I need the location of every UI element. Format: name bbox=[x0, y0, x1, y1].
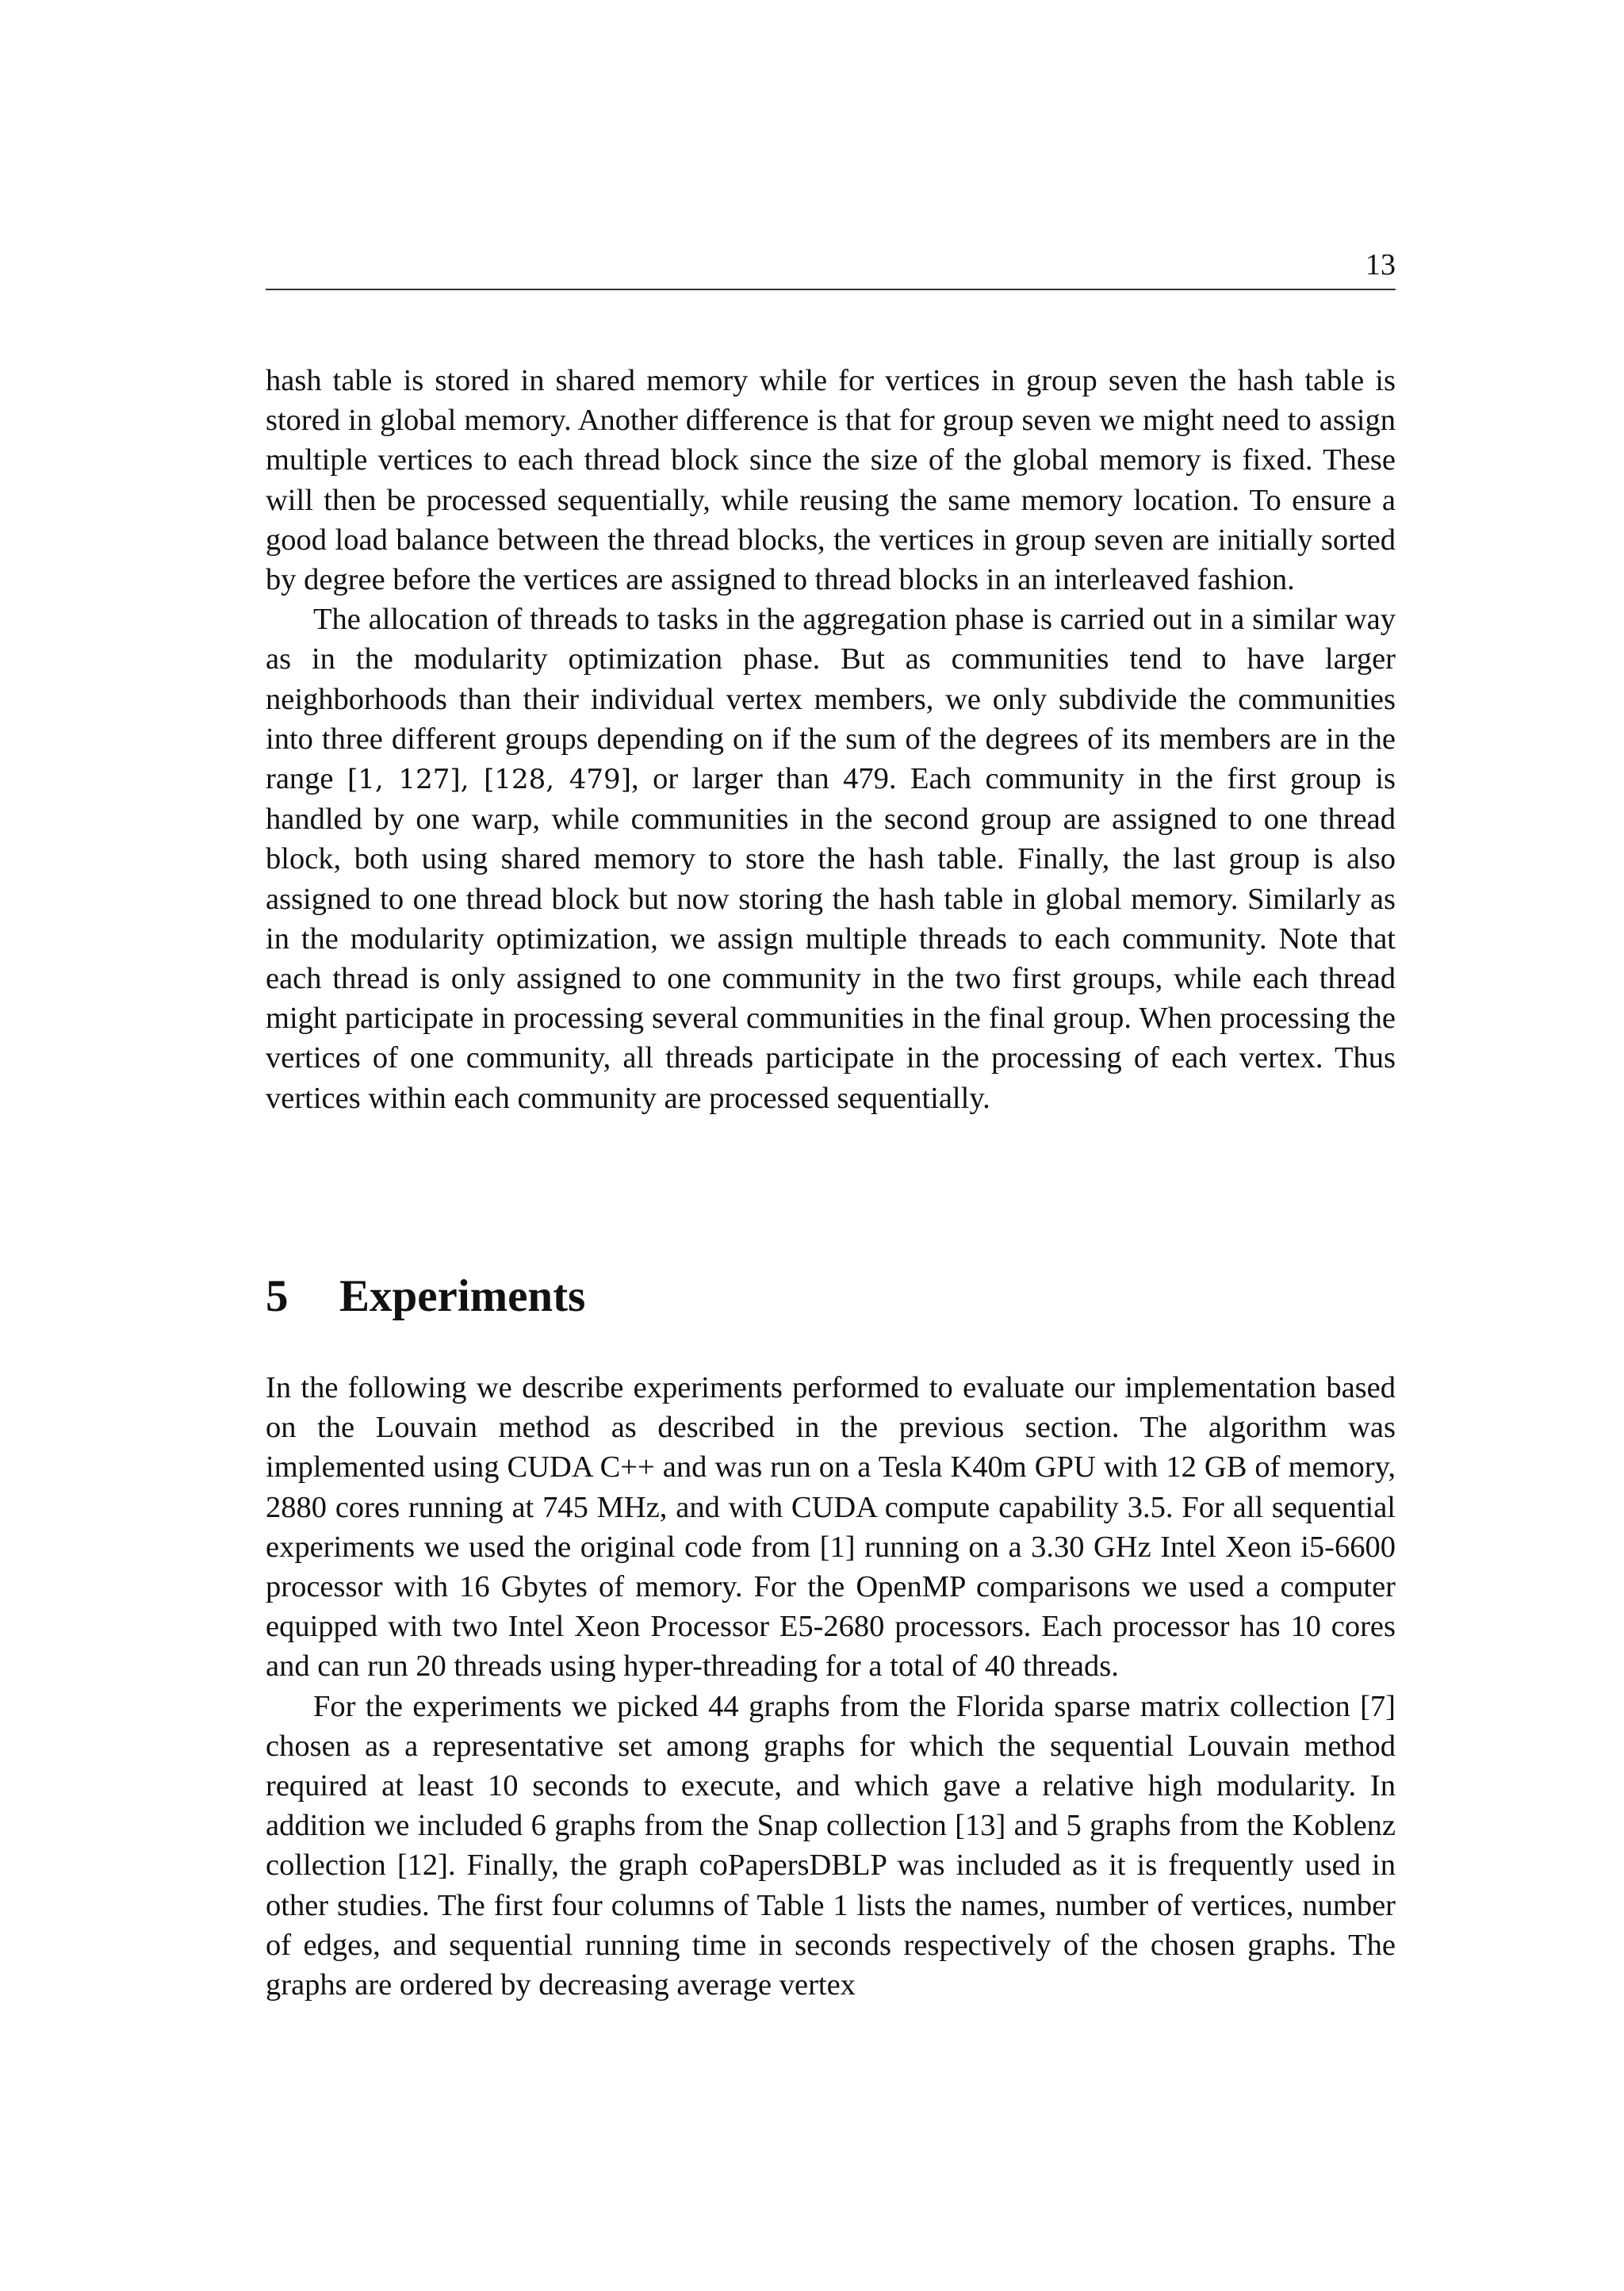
body-text bbox=[266, 361, 1396, 1118]
aggregation-text-start: The allocation of threads to tasks in the aggregation phase is carried out in a similar way as in the modularity optimization phase. But as communities tend to have larger neighborhoods than their individual vertex members, we only subdivide the communities into three different groups depending on if the sum of the degrees of its members are in the range bbox=[266, 603, 1396, 796]
experiments-text bbox=[266, 1368, 1396, 2005]
paragraph-setup-text: In the following we describe experiments performed to evaluate our implementation based on the Louvain method as described in the previous section. The algorithm was implemented using CUDA C++ and was run on a Tesla K40m GPU with 12 GB of memory, 2880 cores running at 745 MHz, and with CUDA compute capability 3.5. For all sequential experiments we used the original code from [1] running on a 3.30 GHz Intel Xeon i5-6600 processor with 16 Gbytes of memory. For the OpenMP comparisons we used a computer equipped with two Intel Xeon Processor E5-2680 processors. Each processor has 10 cores and can run 20 threads using hyper-threading for a total of 40 threads. bbox=[266, 1371, 1396, 1684]
paragraph-graphs-text: For the experiments we picked 44 graphs from the Florida sparse matrix collection [7] chosen as a representative set among graphs for which the sequential Louvain method required at least 10 seconds to execute, and which gave a relative high modularity. In addition we included 6 graphs from the Snap collection [13] and 5 graphs from the Koblenz collection [12]. Finally, the graph coPapersDBLP was included as it is frequently used in other studies. The first four columns of Table 1 lists the names, number of vertices, number of edges, and sequential running time in seconds respectively of the chosen graphs. The graphs are ordered by decreasing average vertex bbox=[266, 1689, 1396, 2002]
paragraph-hash-table bbox=[266, 361, 1396, 600]
aggregation-text-end: , or larger than 479. Each community in the first group is handled by one warp, while communities in the second group are assigned to one thread block, both using shared memory to store the hash table. Finally, the last group is also assigned to one thread block but now storing the hash table in global memory. Similarly as in the modularity optimization, we assign multiple threads to each community. Note that each thread is only assigned to one community in the two first groups, while each thread might participate in processing several communities in the final group. When processing the vertices of one community, all threads participate in the processing of each vertex. Thus vertices within each community are processed sequentially. bbox=[266, 762, 1396, 1115]
paragraph-hash-table-text: hash table is stored in shared memory while for vertices in group seven the hash table is stored in global memory. Another difference is that for group seven we might need to assign multiple vertices to each thread block since the size of the global memory is fixed. These will then be processed sequentially, while reusing the same memory location. To ensure a good load balance between the thread blocks, the vertices in group seven are initially sorted by degree before the vertices are assigned to thread blocks in an interleaved fashion. bbox=[266, 364, 1396, 597]
paragraph-graphs bbox=[266, 1687, 1396, 2006]
degree-range-math: [1, 127], [128, 479] bbox=[347, 764, 631, 796]
section-heading-experiments bbox=[266, 1269, 585, 1324]
page-number: 13 bbox=[1365, 248, 1396, 282]
paragraph-aggregation bbox=[266, 600, 1396, 1118]
section-title: Experiments bbox=[339, 1271, 586, 1321]
paragraph-setup bbox=[266, 1368, 1396, 1687]
running-header bbox=[266, 247, 1396, 290]
section-number: 5 bbox=[266, 1271, 289, 1321]
